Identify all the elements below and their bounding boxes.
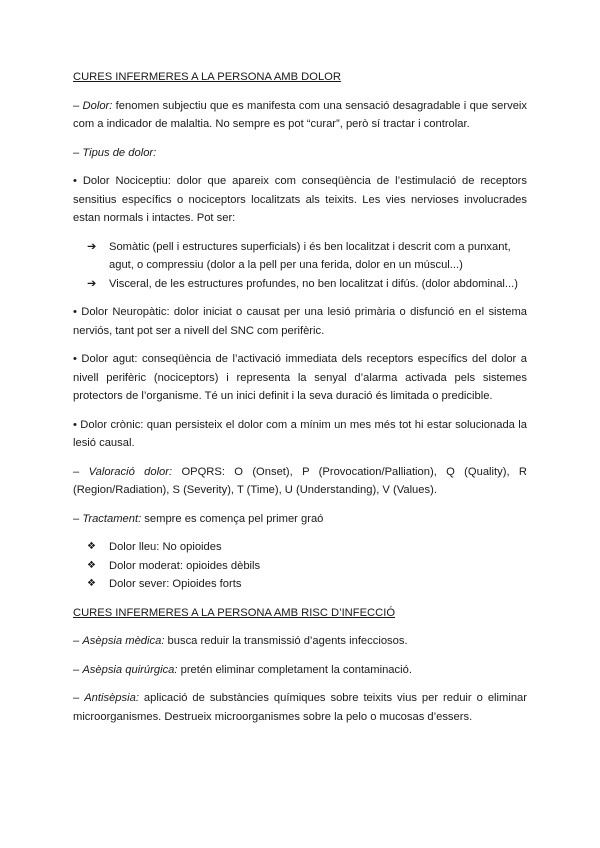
- definition-text: OPQRS: O (Onset), P (Provocation/Palliation), Q (Quality), R (Region/Radiation), S (Severity), T (Time), U (Understanding), V (Values).: [73, 465, 527, 496]
- paragraph-asepsia-medica: [73, 632, 527, 651]
- diamond-bullet-icon: ❖: [87, 559, 96, 571]
- dash: –: [73, 512, 83, 525]
- paragraph-agut: • Dolor agut: conseqüència de l’activació immediata dels receptors específics del dolor a nivell perifèric (nociceptors) i representa la senyal d’alarma activada pels sistemes protectors de l’organisme. Té un inici definit i la seva duració és limitada o predicible.: [73, 353, 527, 402]
- paragraph-valoracio: [73, 463, 527, 500]
- term-valoracio: Valoració dolor:: [88, 465, 173, 478]
- section-heading-dolor: CURES INFERMERES A LA PERSONA AMB DOLOR: [73, 71, 341, 83]
- dash: –: [73, 465, 89, 478]
- section-heading-infeccio: CURES INFERMERES A LA PERSONA AMB RISC D’INFECCIÓ: [73, 606, 396, 619]
- list-item-sever: [87, 575, 527, 594]
- tipus-dolor-label: [73, 144, 527, 163]
- dash: –: [73, 692, 85, 704]
- paragraph-antisepsia: [73, 689, 527, 726]
- list-item-text: Somàtic (pell i estructures superficials) i és ben localitzat i descrit com a punxant, agut, o compressiu (dolor a la pell per una ferida, dolor en un múscul...): [109, 240, 511, 271]
- term-tractament: Tractament:: [82, 512, 142, 525]
- paragraph-tractament: [73, 510, 527, 529]
- dash: –: [73, 635, 83, 647]
- nociceptiu-types-list: [73, 238, 527, 294]
- list-item-moderat: [87, 557, 527, 576]
- definition-dolor: [73, 97, 527, 134]
- term-dolor: Dolor:: [82, 99, 113, 112]
- document-page: [73, 68, 527, 736]
- definition-text: pretén eliminar completament la contaminació.: [177, 663, 412, 676]
- dash: –: [73, 99, 83, 112]
- term-tipus-dolor: Tipus de dolor:: [82, 146, 157, 159]
- arrow-bullet-icon: ➔: [87, 276, 97, 290]
- arrow-bullet-icon: ➔: [87, 239, 97, 253]
- dash: –: [73, 146, 83, 159]
- term-asepsia-quirurgica: Asèpsia quirúrgica:: [82, 663, 178, 676]
- list-item-text: Dolor lleu: No opioides: [109, 541, 222, 553]
- dash: –: [73, 663, 83, 676]
- paragraph-asepsia-quirurgica: [73, 661, 527, 680]
- diamond-bullet-icon: ❖: [87, 578, 96, 589]
- list-item-text: Dolor sever: Opioides forts: [109, 578, 242, 590]
- definition-text: sempre es comença pel primer graó: [141, 512, 324, 525]
- list-item-text: Dolor moderat: opioides dèbils: [109, 559, 261, 572]
- definition-text: fenomen subjectiu que es manifesta com una sensació desagradable i que serveix com a indicador de malaltia. No sempre es pot “curar”, però sí tractar i controlar.: [73, 99, 527, 130]
- list-item-visceral: [87, 275, 527, 294]
- diamond-bullet-icon: ❖: [87, 541, 96, 552]
- paragraph-neuropatic: • Dolor Neuropàtic: dolor iniciat o causat per una lesió primària o disfunció en el sistema nerviós, tant pot ser a nivell del SNC com perifèric.: [73, 306, 527, 337]
- term-antisepsia: Antisèpsia:: [84, 692, 139, 704]
- paragraph-nociceptiu: • Dolor Nociceptiu: dolor que apareix com conseqüència de l’estimulació de receptors sensitius específics o nociceptors localitzats als teixits. Les vies nervioses involucrades estan normals i intactes. Pot ser:: [73, 175, 527, 224]
- definition-text: busca reduir la transmissió d’agents infecciosos.: [164, 635, 408, 647]
- list-item-somatic: [87, 238, 527, 275]
- paragraph-cronic: • Dolor crònic: quan persisteix el dolor com a mínim un mes més tot hi estar solucionada la lesió causal.: [73, 418, 527, 449]
- term-asepsia-medica: Asèpsia mèdica:: [82, 635, 165, 647]
- list-item-lleu: [87, 538, 527, 557]
- definition-text: aplicació de substàncies químiques sobre teixits vius per reduir o eliminar microorganismes. Destrueix microorganismes sobre la pelo o mucosas d’essers.: [73, 692, 527, 723]
- list-item-text: Visceral, de les estructures profundes, no ben localitzat i difús. (dolor abdominal...): [109, 277, 518, 290]
- tractament-list: [73, 538, 527, 594]
